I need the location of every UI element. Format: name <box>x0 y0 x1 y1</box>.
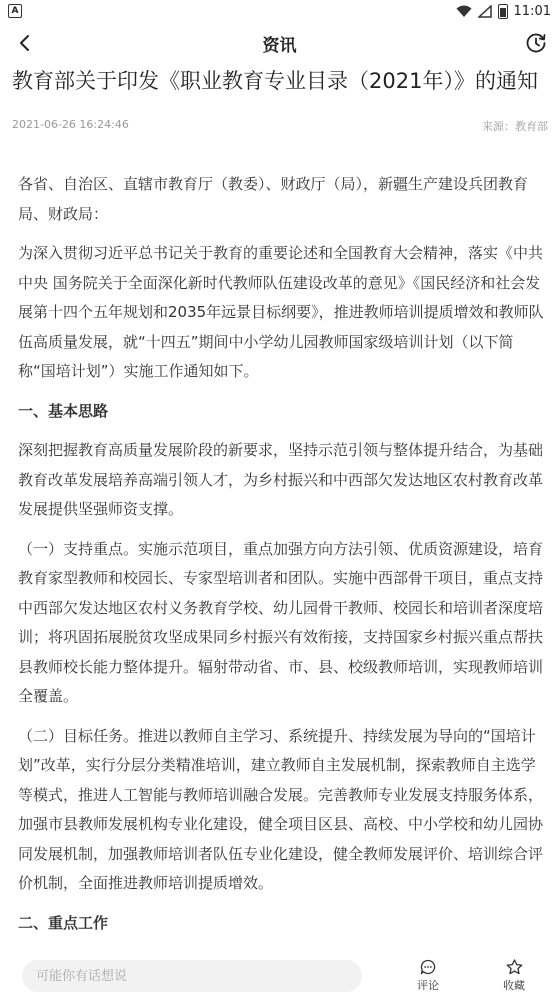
section-heading: 一、基本思路 <box>18 401 109 420</box>
article-meta <box>12 118 548 134</box>
article-body <box>18 170 546 988</box>
paragraph: 为深入贯彻习近平总书记关于教育的重要论述和全国教育大会精神，落实《中共中央 国务院关于全面深化新时代教师队伍建设改革的意见》《国民经济和社会发展第十四个五年规划和2035年远景目标纲要》，推进教师培训提质增效和教师队伍高质量发展，就“十四五”期间中小学幼儿园教师国家级培训计划（以下简称“国培计划”）实施工作通知如下。 <box>18 244 544 380</box>
article-title: 教育部关于印发《职业教育专业目录（2021年）》的通知 <box>12 69 538 93</box>
comment-button[interactable] <box>403 956 453 996</box>
comment-input[interactable] <box>22 960 362 992</box>
article-date: 2021-06-26 16:24:46 <box>12 118 129 131</box>
wifi-icon <box>456 5 472 18</box>
favorite-button[interactable] <box>489 956 539 996</box>
article-source: 来源：教育部 <box>482 120 548 133</box>
nav-bar <box>0 22 559 64</box>
notification-icon: A <box>8 4 22 18</box>
bottom-bar <box>0 952 559 998</box>
page-title: 资讯 <box>262 35 297 56</box>
battery-icon <box>498 4 508 19</box>
paragraph: （一）支持重点。实施示范项目，重点加强方向方法引领、优质资源建设，培育教育家型教师和校园长、专家型培训者和团队。实施中西部骨干项目，重点支持中西部欠发达地区农村义务教育学校、幼儿园骨干教师、校园长和培训者深度培训；将巩固拓展脱贫攻坚成果同乡村振兴有效衔接，支持国家乡村振兴重点帮扶县教师校长能力整体提升。辐射带动省、市、县、校级教师培训，实现教师培训全覆盖。 <box>18 539 544 705</box>
paragraph: 各省、自治区、直辖市教育厅（教委）、财政厅（局），新疆生产建设兵团教育局、财政局： <box>18 175 529 223</box>
status-time: 11:01 <box>513 3 551 19</box>
favorite-label: 收藏 <box>503 979 525 992</box>
paragraph: 深刻把握教育高质量发展阶段的新要求，坚持示范引领与整体提升结合，为基础教育改革发展培养高端引领人才，为乡村振兴和中西部欠发达地区农村教育改革发展提供坚强师资支撑。 <box>18 441 544 518</box>
paragraph: （二）目标任务。推进以教师自主学习、系统提升、持续发展为导向的“国培计划”改革，实行分层分类精准培训，建立教师自主发展机制，探索教师自主选学等模式，推进人工智能与教师培训融合发展。完善教师专业发展支持服务体系，加强市县教师发展机构专业化建设，健全项目区县、高校、中小学校和幼儿园协同发展机制，加强教师培训者队伍专业化建设，健全教师发展评价、培训综合评价机制，全面推进教师培训提质增效。 <box>18 726 544 892</box>
history-button[interactable] <box>521 28 551 58</box>
comment-label: 评论 <box>417 979 439 992</box>
status-bar <box>0 0 559 22</box>
back-button[interactable] <box>10 28 40 58</box>
signal-icon <box>478 5 492 18</box>
comment-icon <box>420 959 436 975</box>
chevron-left-icon <box>18 34 32 52</box>
status-left <box>8 4 22 18</box>
status-right <box>456 4 551 19</box>
star-icon <box>506 959 523 975</box>
section-heading: 二、重点工作 <box>18 913 109 932</box>
history-icon <box>525 32 547 54</box>
